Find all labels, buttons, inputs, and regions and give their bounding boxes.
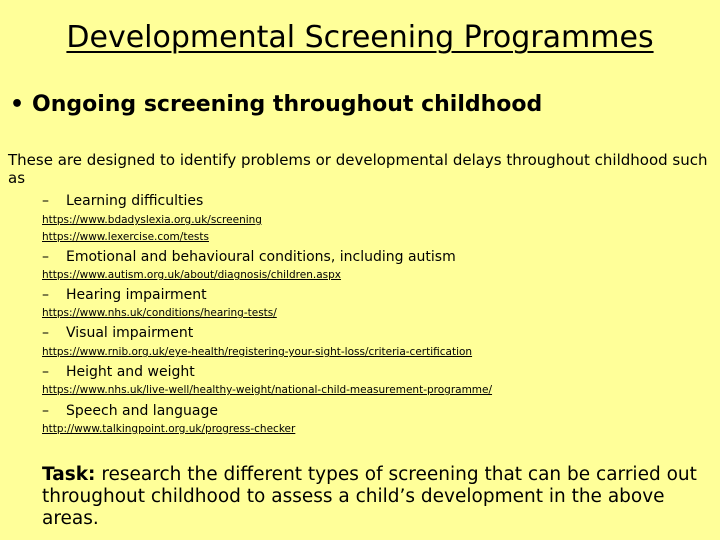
dash-icon: –: [42, 249, 49, 265]
dash-icon: –: [42, 403, 49, 419]
task-label: Task:: [42, 464, 96, 485]
section-heading-emotional-behavioural: [42, 249, 456, 265]
section-heading-visual-impairment: [42, 325, 193, 341]
section-heading-speech-language: [42, 403, 218, 419]
task-paragraph: [42, 464, 702, 530]
section-heading-height-weight: [42, 364, 195, 380]
dash-icon: –: [42, 325, 49, 341]
section-heading-text: Visual impairment: [66, 325, 194, 341]
link-lexercise[interactable]: https://www.lexercise.com/tests: [42, 231, 209, 243]
main-bullet: [10, 92, 542, 117]
section-heading-text: Height and weight: [66, 364, 195, 380]
section-heading-text: Emotional and behavioural conditions, including autism: [66, 249, 456, 265]
section-heading-learning-difficulties: [42, 193, 203, 209]
link-bdadyslexia[interactable]: https://www.bdadyslexia.org.uk/screening: [42, 214, 262, 226]
link-nhs-weight[interactable]: https://www.nhs.uk/live-well/healthy-weight/national-child-measurement-programme/: [42, 384, 493, 396]
link-autism[interactable]: https://www.autism.org.uk/about/diagnosis/children.aspx: [42, 269, 342, 281]
link-talkingpoint[interactable]: http://www.talkingpoint.org.uk/progress-checker: [42, 423, 296, 435]
section-heading-hearing-impairment: [42, 287, 207, 303]
link-nhs-hearing[interactable]: https://www.nhs.uk/conditions/hearing-tests/: [42, 307, 277, 319]
intro-paragraph: These are designed to identify problems or developmental delays throughout childhood such as: [8, 151, 708, 187]
link-rnib[interactable]: https://www.rnib.org.uk/eye-health/registering-your-sight-loss/criteria-certification: [42, 346, 473, 358]
dash-icon: –: [42, 287, 49, 303]
bullet-icon: •: [10, 92, 25, 117]
section-heading-text: Hearing impairment: [66, 287, 207, 303]
section-heading-text: Learning difficulties: [66, 193, 204, 209]
task-text: research the different types of screening that can be carried out throughout childhood to assess a child’s development in the above areas.: [42, 464, 697, 529]
section-heading-text: Speech and language: [66, 403, 218, 419]
main-bullet-text: Ongoing screening throughout childhood: [32, 92, 543, 117]
dash-icon: –: [42, 193, 49, 209]
dash-icon: –: [42, 364, 49, 380]
slide-title: Developmental Screening Programmes: [66, 20, 654, 55]
